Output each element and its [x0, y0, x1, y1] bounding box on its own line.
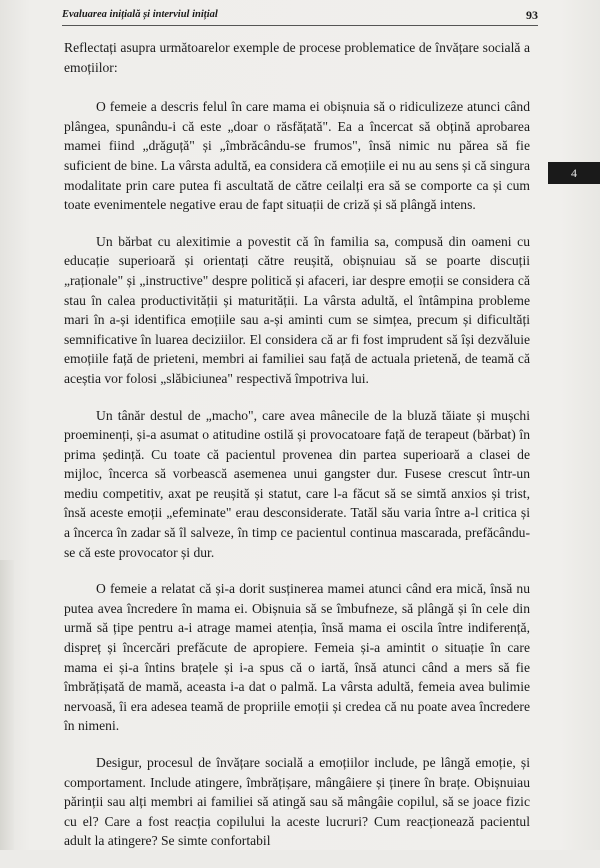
body-text [64, 38, 530, 868]
paragraph-3: Un tânăr destul de „macho", care avea mânecile de la bluză tăiate și mușchi proeminenți, și-a asumat o atitudine ostilă și provocatoare față de terapeut (bărbat) în prima ședință. Cu toate că pacientul provenea din partea superioară a clasei de mijloc, încerca să vorbească asemenea unui gangster dur. Fusese crescut într-un mediu competitiv, axat pe reușită și statut, care l-a făcut să se simtă anxios și trist, însă aceste emoții „efeminate" erau desconsiderate. Tatăl său varia între a-l critica și a încerca în zadar să îl salveze, în timp ce pacientul continua mascarada, prefăcându-se că este provocator și dur. [64, 407, 530, 560]
paragraph-2: Un bărbat cu alexitimie a povestit că în familia sa, compusă din oameni cu educație superioară și orientați către reușită, obișnuiau să se poarte discuții „raționale" și „instructive" despre politică și afaceri, iar despre emoții se considera că stau în calea productivității și maturității. La vârsta adultă, el întâmpina probleme mari în a-și identifica emoțiile sau a-și aminti cum se simțea, precum și dificultăți semnificative în luarea deciziilor. El considera că ar fi fost imprudent să își dezvăluie emoțiile față de prieteni, membri ai familiei sau față de actuala prietenă, de teamă că aceștia vor folosi „slăbiciunea" respectivă împotriva lui. [64, 233, 530, 386]
paragraph-4: O femeie a relatat că și-a dorit susținerea mamei atunci când era mică, însă nu putea avea încredere în mama ei. Obișnuia să se îmbufneze, să plângă și în cele din urmă să țipe pentru a-i atrage mamei atenția, însă mama ei oscila între indiferență, dispreț și încercări prefăcute de apropiere. Femeia și-a amintit o situație în care mama ei și-a întins brațele și i-a spus că o iartă, însă atunci când a mers să fie îmbrățișată de mamă, aceasta i-a dat o palmă. La vârsta adultă, femeia avea bulimie nervoasă, îi era adesea teamă de propriile emoții și credea că nu poate avea încredere în nimeni. [64, 581, 530, 734]
facing-page-edge [0, 560, 14, 850]
page-number: 93 [526, 8, 538, 22]
chapter-tab: 4 [548, 162, 600, 184]
paragraph-5: Desigur, procesul de învățare socială a emoțiilor include, pe lângă emoție, și comportament. Include atingere, îmbrățișare, mângâiere și ținere în brațe. Obișnuiau părinții sau alți membri ai familiei să atingă sau să mângâie copilul, să se joace fizic cu el? Care a fost reacția copilului la aceste lucruri? Cum reacționează pacientul adult la atingere? Se simte confortabil [64, 755, 530, 849]
running-head: Evaluarea inițială și interviul inițial [62, 9, 218, 20]
intro-paragraph: Reflectați asupra următoarelor exemple de procese problematice de învățare socială a emoțiilor: [64, 40, 530, 75]
page-header [62, 9, 538, 26]
paragraph-1: O femeie a descris felul în care mama ei obișnuia să o ridiculizeze atunci când plângea, spunându-i că este „doar o răsfățată". Ea a încercat să obțină aprobarea mamei fiind „drăguță" și „îmbrăcându-se frumos", însă nimic nu părea să fie suficient de bine. La vârsta adultă, ea considera că emoțiile ei nu au sens și că singura modalitate prin care putea fi ascultată de către ceilalți era să se comporte ca și cum toate evenimentele negative erau de fapt situații de criză și să plângă intens. [64, 99, 530, 213]
